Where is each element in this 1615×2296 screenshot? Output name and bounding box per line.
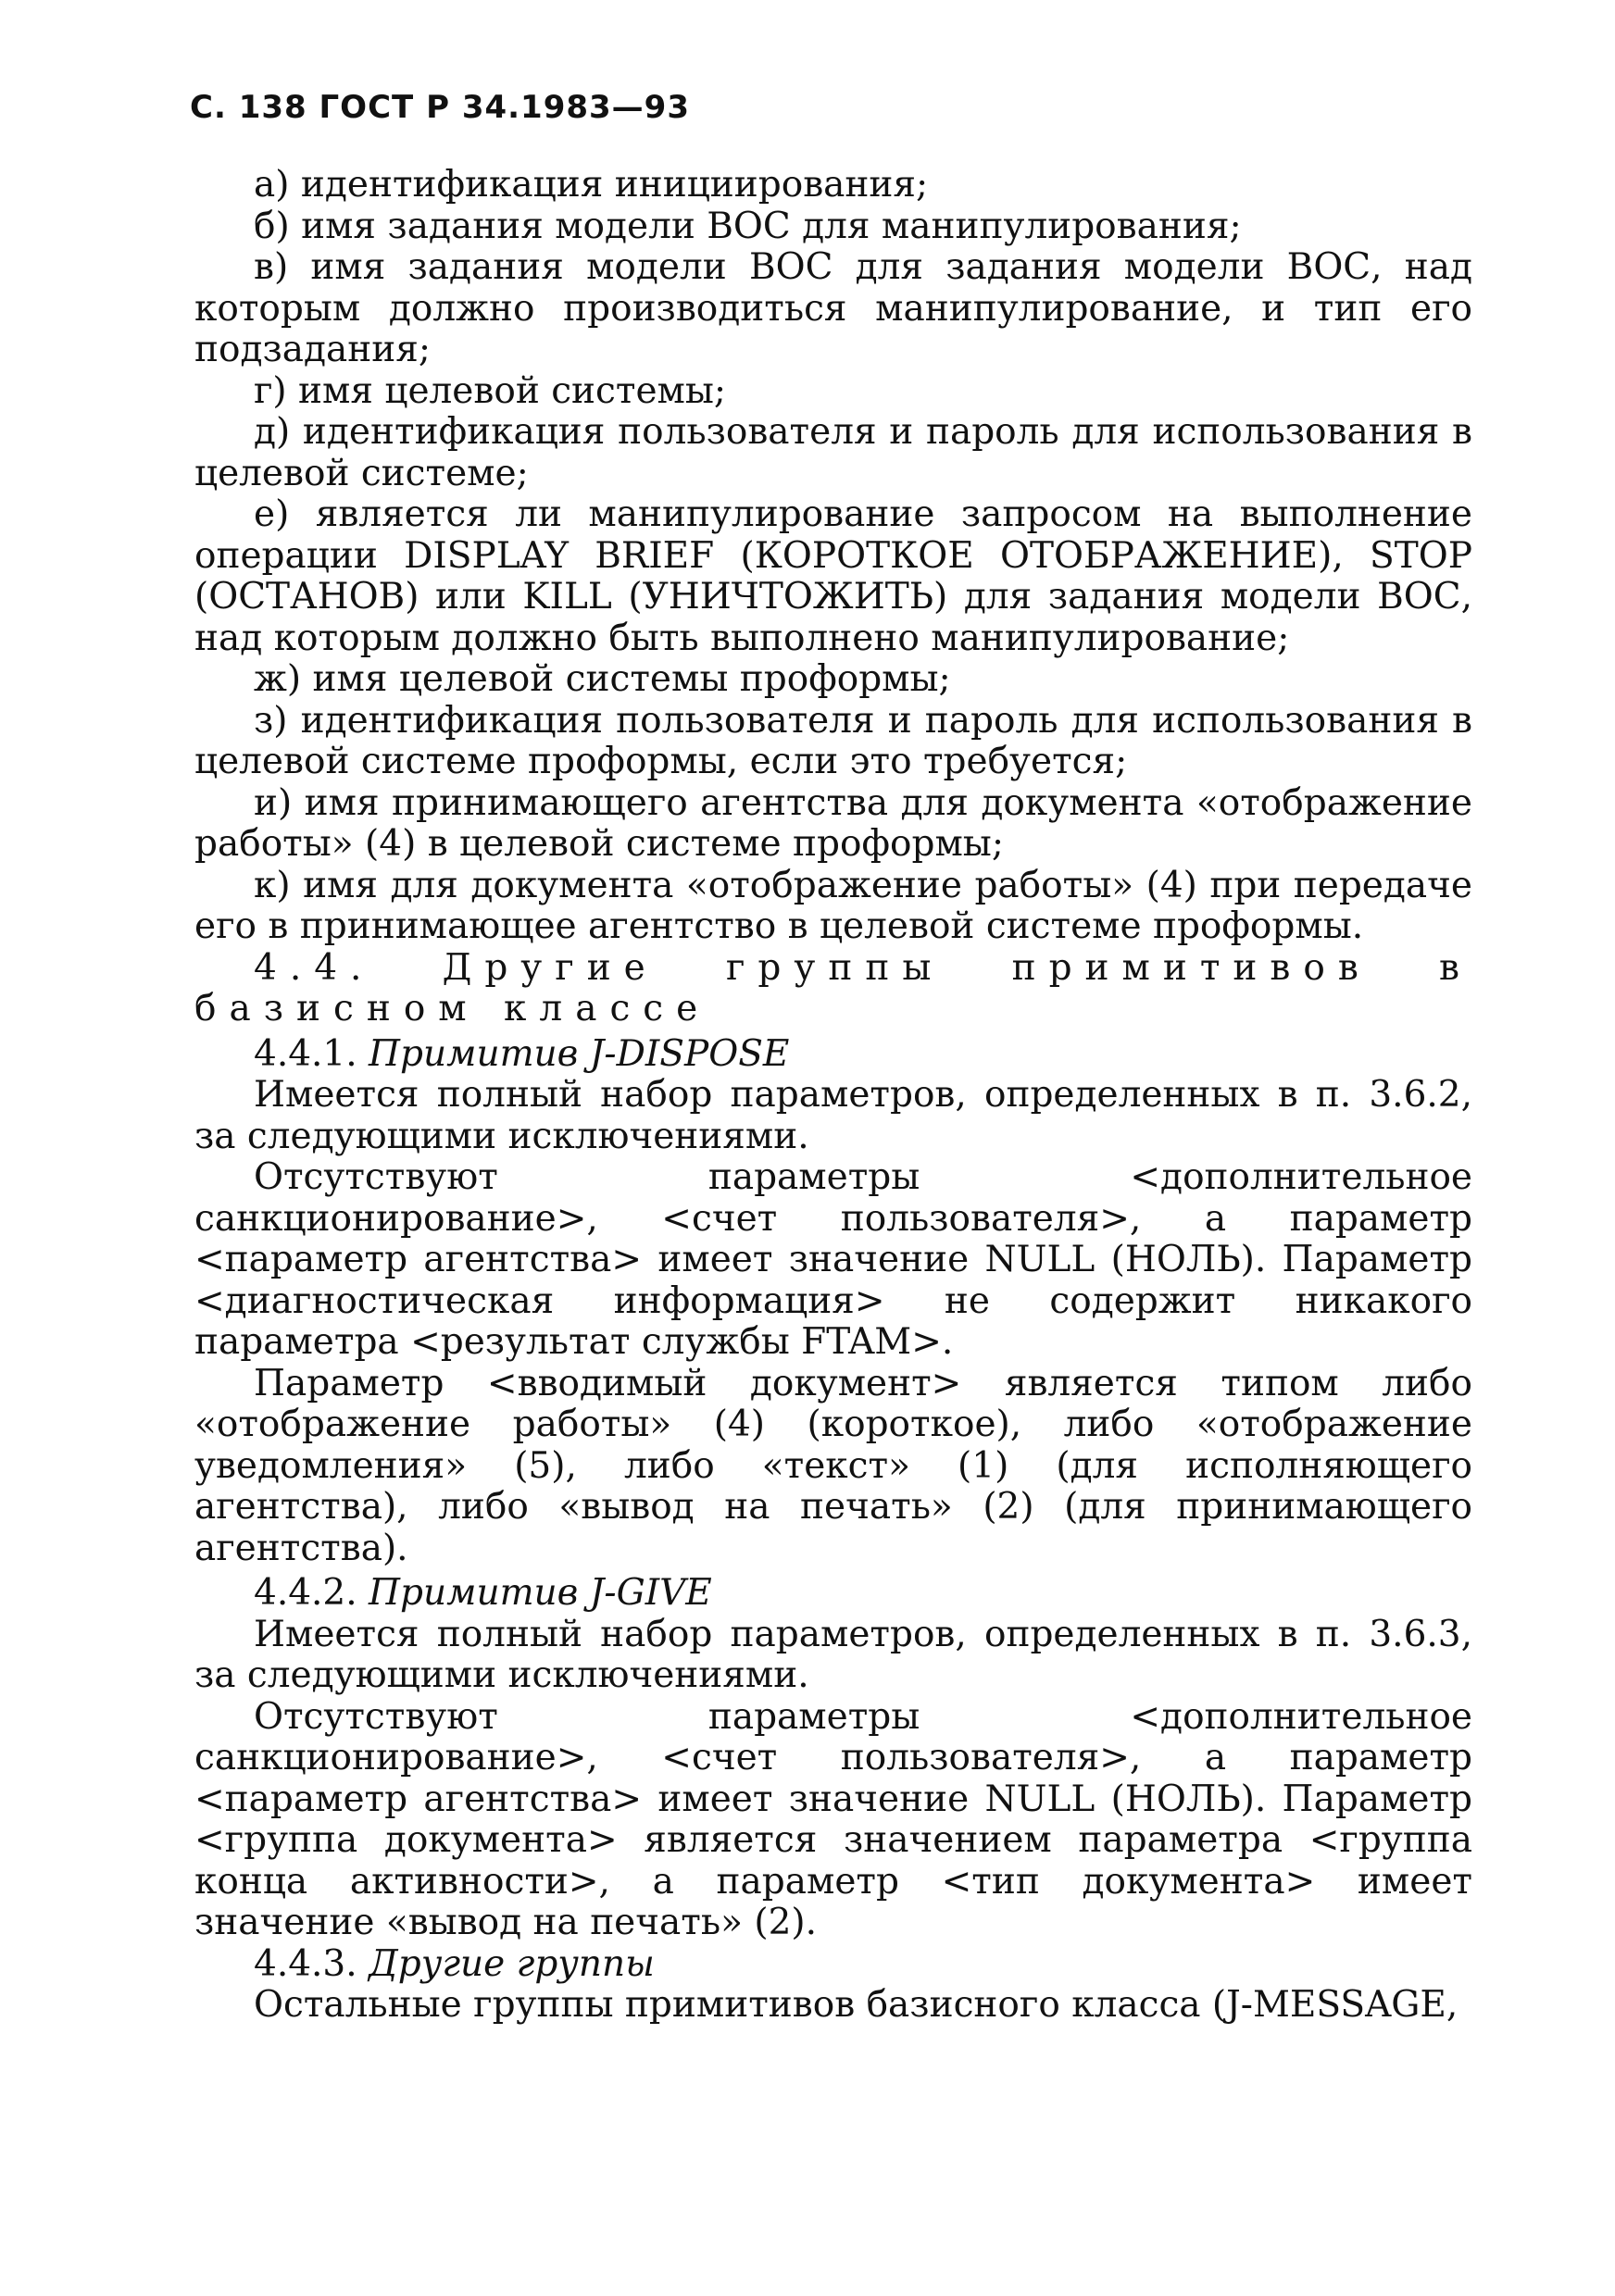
list-item-d: г) имя целевой системы;	[254, 369, 727, 412]
section-4-4-heading: 4.4. Другие группы примитивов в базисном классе	[194, 946, 1472, 1029]
list-item-a: а) идентификация инициирования;	[254, 164, 929, 206]
section-4-4-1-heading	[194, 1034, 1472, 1076]
paragraph: Имеется полный набор параметров, определенных в п. 3.6.3, за следующими исключениями.	[194, 1613, 1472, 1696]
section-number: 4.4.2.	[254, 1572, 369, 1614]
list-item-j: к) имя для документа «отображение работы» (4) при передаче его в принимающее агентство в целевой системе проформы.	[194, 864, 1472, 947]
list-item-e: д) идентификация пользователя и пароль для использования в целевой системе;	[194, 411, 1472, 494]
section-title: Примитив J-GIVE	[369, 1572, 712, 1614]
list-item-b: б) имя задания модели ВОС для манипулирования;	[254, 205, 1242, 247]
page-header: С. 138 ГОСТ Р 34.1983—93	[190, 89, 690, 126]
list-item-i: и) имя принимающего агентства для документа «отображение работы» (4) в целевой системе проформы;	[194, 781, 1472, 865]
list-item-g: ж) имя целевой системы проформы;	[254, 658, 951, 700]
body-text	[194, 165, 1472, 2027]
list-item-f: е) является ли манипулирование запросом на выполнение операции DISPLAY BRIEF (КОРОТКОЕ ОТОБРАЖЕНИЕ), STOP (ОСТАНОВ) или KILL (УНИЧТОЖИТЬ) для задания модели ВОС, над которым должно быть выполнено манипулирование;	[194, 493, 1472, 659]
list-item-h: з) идентификация пользователя и пароль для использования в целевой системе проформы, если это требуется;	[194, 699, 1472, 782]
paragraph: Отсутствуют параметры <дополнительное санкционирование>, <счет пользователя>, а параметр <параметр агентства> имеет значение NULL (НОЛЬ). Параметр <группа документа> является значением параметра <группа конца активности>, а параметр <тип документа> имеет значение «вывод на печать» (2).	[194, 1695, 1472, 1943]
paragraph: Параметр <вводимый документ> является типом либо «отображение работы» (4) (короткое), либо «отображение уведомления» (5), либо «текст» (1) (для исполняющего агентства), либо «вывод на печать» (2) (для принимающего агентства).	[194, 1362, 1472, 1569]
section-number: 4.4.3.	[254, 1942, 369, 1985]
paragraph: Имеется полный набор параметров, определенных в п. 3.6.2, за следующими исключениями.	[194, 1074, 1472, 1157]
section-title: Примитив J-DISPOSE	[369, 1032, 790, 1075]
paragraph: Остальные группы примитивов базисного класса (J-MESSAGE,	[254, 1984, 1459, 2026]
paragraph: Отсутствуют параметры <дополнительное санкционирование>, <счет пользователя>, а параметр <параметр агентства> имеет значение NULL (НОЛЬ). Параметр <диагностическая информация> не содержит никакого параметра <результат службы FTAM>.	[194, 1156, 1472, 1363]
list-item-c: в) имя задания модели ВОС для задания модели ВОС, над которым должно производиться манипулирование, и тип его подзадания;	[194, 246, 1472, 370]
section-4-4-3-heading	[194, 1944, 1472, 1986]
section-4-4-2-heading	[194, 1573, 1472, 1615]
section-title: Другие группы	[369, 1942, 655, 1985]
section-number: 4.4.1.	[254, 1032, 369, 1075]
